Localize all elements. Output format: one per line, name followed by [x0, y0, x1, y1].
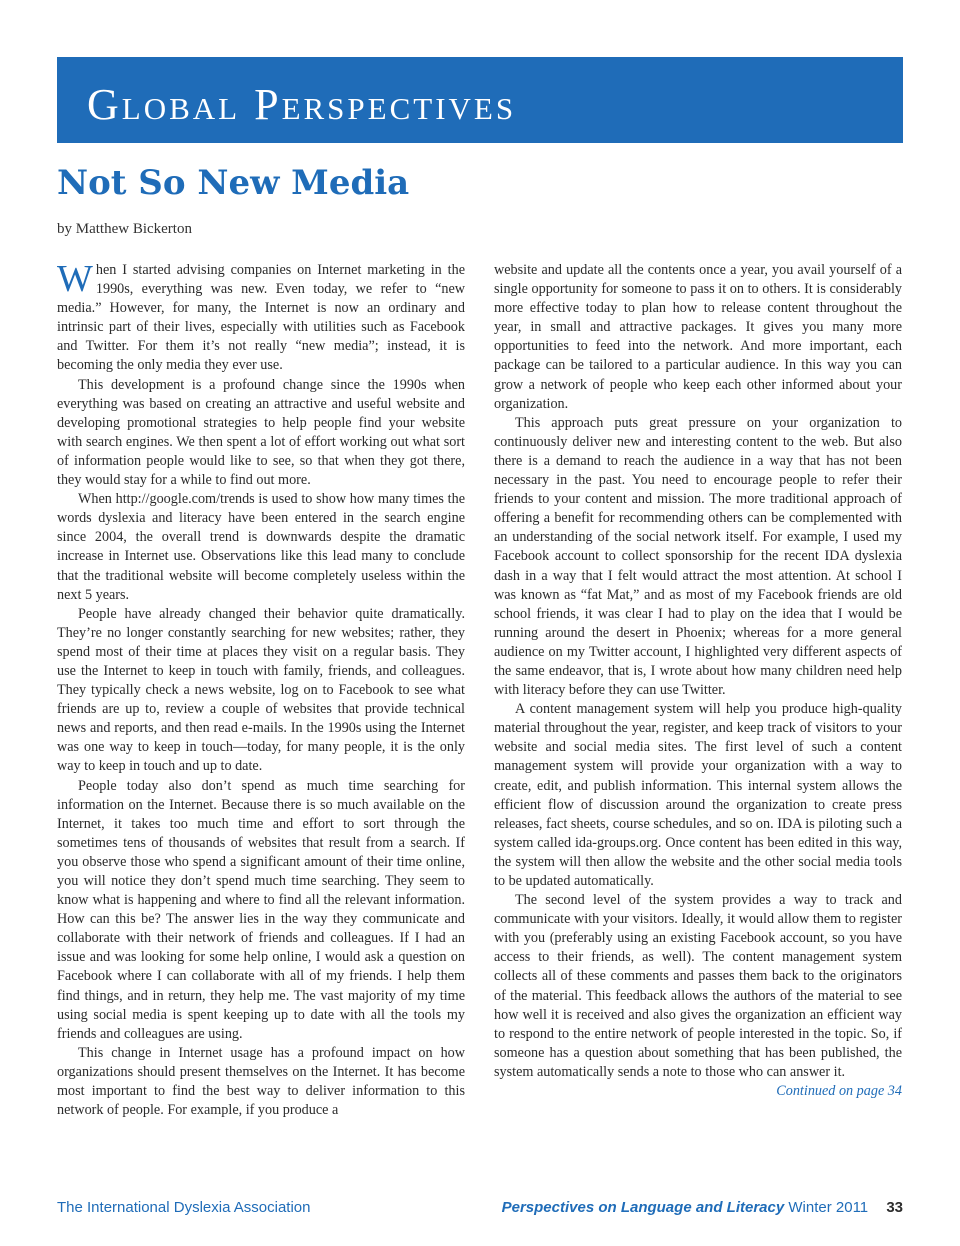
footer-publication-info	[502, 1199, 903, 1216]
paragraph: This approach puts great pressure on your organization to continuously deliver new and interesting content to the web. But also there is a demand to reach the audience in a way that has not been necessary in the past. You need to encourage people to refer their friends to your content and mission. The more traditional approach of offering a benefit for recommending others can be complemented with an understanding of the social network itself. For example, I used my Facebook account to collect sponsorship for the recent IDA dyslexia dash in a way that I felt would attract the most attention. At school I was known as “fat Mat,” and as most of my Facebook friends are old school friends, it was clear I had to play on the idea that I would be running around the desert in Phoenix; whereas for a more general audience on my Twitter account, I highlighted very different aspects of the same endeavor, that is, I wrote about how many children need help with literacy before they can use Twitter.	[494, 414, 902, 699]
footer-publication: Perspectives on Language and Literacy	[501, 1199, 785, 1216]
paragraph: The second level of the system provides a way to track and communicate with your visitors. Ideally, it would allow them to register with you (preferably using an existing Facebook account, so you have access to their friends, as well). The content management system collects all of these comments and passes them back to the originators of the material. This feedback allows the authors of the material to see how well it is received and also gives the organization an efficient way to respond to the entire network of people interested in the topic. So, if someone has a question about something that has been published, the system automatically sends a note to those who can answer it.	[494, 892, 902, 1080]
footer-issue: Winter 2011	[788, 1199, 869, 1216]
paragraph: This change in Internet usage has a profound impact on how organizations should present themselves on the Internet. It has become most important to find the best way to deliver information to this network of people. For example, if you produce a	[57, 1044, 465, 1119]
drop-cap: W	[57, 258, 93, 300]
paragraph: website and update all the contents once a year, you avail yourself of a single opportunity for someone to pass it on to others. It is considerably more effective today to plan how to release content throughout the year, in small and attractive packages. It gives you many more opportunities to feed into the network. And more important, each package can be tailored to a particular audience. In this way you can grow a network of people who keep each other informed about your organization.	[494, 262, 902, 412]
continued-link[interactable]: Continued on page 34	[776, 1083, 902, 1100]
paragraph: This development is a profound change since the 1990s when everything was based on creating an attractive and useful website and developing promotional strategies to help people find your website with search engines. We then spent a lot of effort working out what sort of information people would like to see, so that when they got there, they would stay for a while to find out more.	[57, 376, 465, 489]
paragraph: A content management system will help you produce high-quality material throughout the year, register, and keep track of visitors to your website and social media sites. The first level of such a content management system will provide your organization with a way to create, edit, and publish information. This internal system allows the efficient flow of discussion around the organization to create press releases, fact sheets, course schedules, and so on. IDA is piloting such a system called ida-groups.org. Once content has been edited in this way, the system will then allow the website and the other social media tools to be updated automatically.	[494, 701, 902, 889]
paragraph: When I started advising companies on Internet marketing in the 1990s, everything was new. Even today, we refer to “new media.” However, for many, the Internet is now an ordinary and intrinsic part of their lives, especially with utilities such as Facebook and Twitter. For them it’s not really “new media”; instead, it is becoming the only media they ever use.	[57, 258, 465, 374]
byline: by Matthew Bickerton	[57, 221, 192, 237]
footer-organization: The International Dyslexia Association	[57, 1199, 311, 1216]
section-title: Global Perspectives	[87, 80, 517, 129]
paragraph: People today also don’t spend as much time searching for information on the Internet. Because there is so much available on the Internet, it takes too much time and effort to sort through the sometimes tens of thousands of websites that result from a search. If you observe those who spend a significant amount of their time online, you will notice they don’t spend much time searching. They seem to know what is happening and where to find all the relevant information. How can this be? The answer lies in the way they communicate and collaborate with their network of friends and colleagues. If I had an issue and was looking for some help online, I would ask a question on Facebook where I can collaborate with all of my friends. I help them find things, and in return, they help me. The vast majority of my time using social media is spent keeping up to date with all the tools my friends and colleagues are using.	[57, 777, 465, 1042]
paragraph: When http://google.com/trends is used to show how many times the words dyslexia and literacy have been entered in the search engine since 2004, the overall trend is downwards despite the dramatic increase in Internet use. Observations like this lead many to conclude that the traditional website will become completely useless within the next 5 years.	[57, 491, 465, 603]
section-banner	[57, 57, 903, 143]
right-column	[494, 261, 902, 1101]
paragraph: People have already changed their behavior quite dramatically. They’re no longer constantly searching for new websites; rather, they spend most of their time at places they visit on a regular basis. They use the Internet to keep in touch with family, friends, and colleagues. They typically check a news website, log on to Facebook to see what friends are up to, review a couple of websites that provide technical news and reports, and then read e-mails. In the 1990s using the Internet was one way to keep in touch—today, for many people, it is the only way to keep in touch and up to date.	[57, 605, 465, 775]
article-title: Not So New Media	[57, 163, 410, 203]
page-number: 33	[886, 1199, 903, 1216]
left-column	[57, 258, 465, 1120]
